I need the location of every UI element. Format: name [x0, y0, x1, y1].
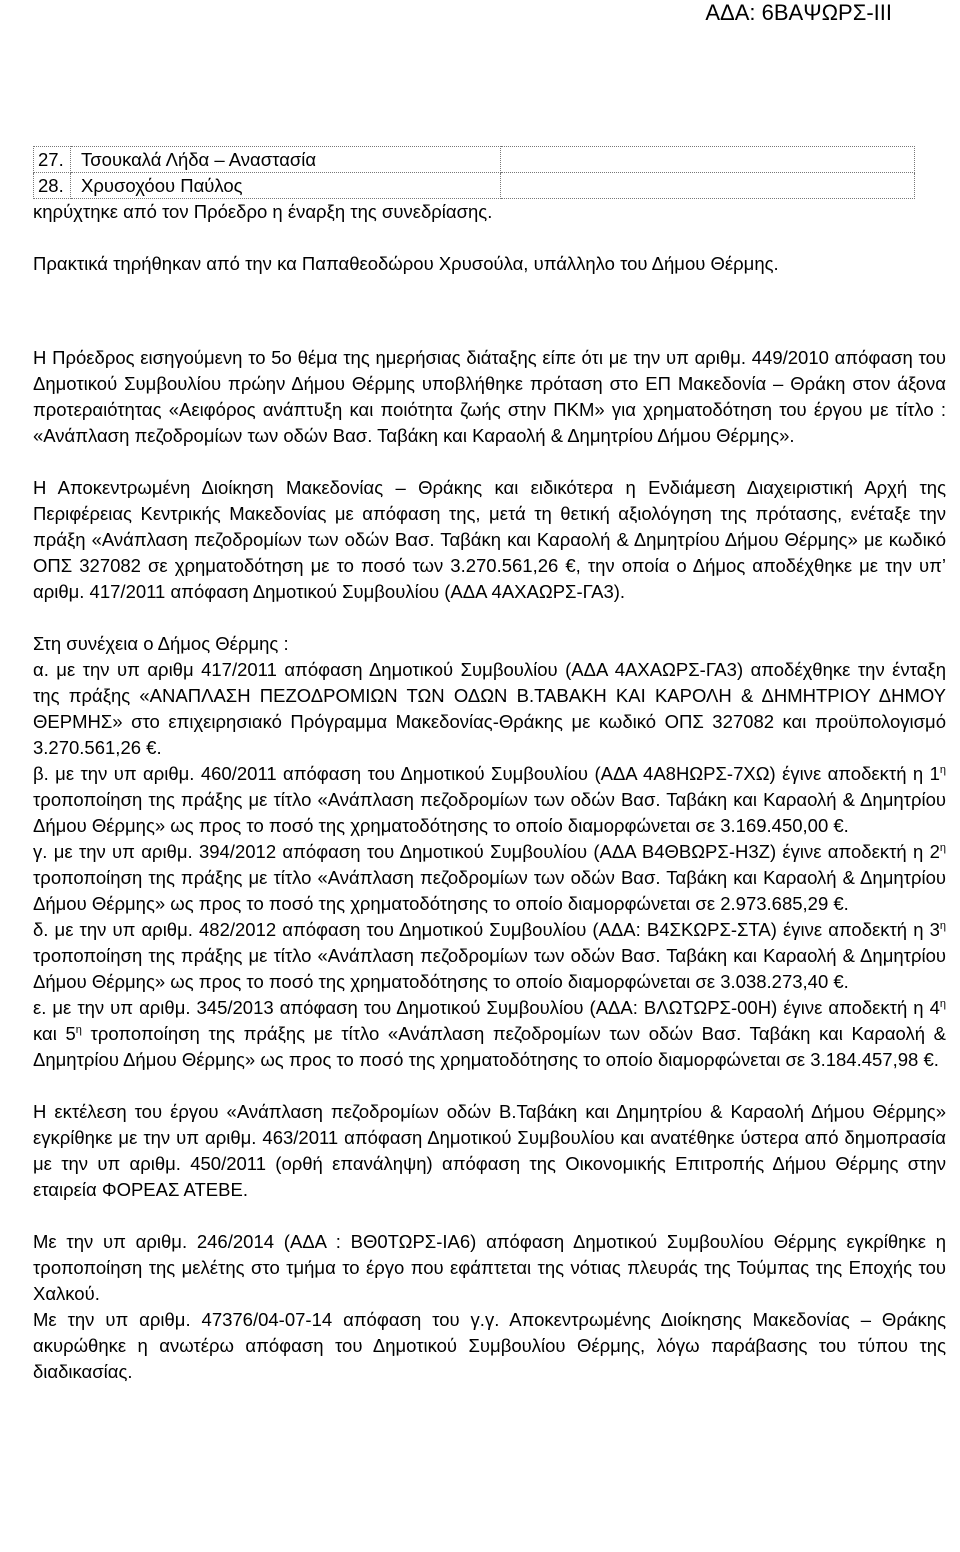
document-body: [33, 146, 946, 1385]
paragraph-execution: Η εκτέλεση του έργου «Ανάπλαση πεζοδρομίων οδών Β.Ταβάκη και Δημητρίου & Καραολή Δήμου Θέρμης» εγκρίθηκε με την υπ αριθμ. 463/2011 απόφαση Δημοτικού Συμβουλίου και ανατέθηκε ύστερα από δημοπρασία με την υπ αριθμ. 450/2011 (ορθή επανάληψη) απόφαση της Οικονομικής Επιτροπής Δήμου Θέρμης στην εταιρεία ΦΟΡΕΑΣ ΑΤΕΒΕ.: [33, 1101, 946, 1200]
minutes-line: Πρακτικά τηρήθηκαν από την κα Παπαθεοδώρου Χρυσούλα, υπάλληλο του Δήμου Θέρμης.: [33, 253, 779, 274]
item-c: γ. με την υπ αριθμ. 394/2012 απόφαση του Δημοτικού Συμβουλίου (ΑΔΑ Β4ΘΒΩΡΣ-Η3Ζ) έγινε αποδεκτή η $2^\eta$ τροποποίηση της πράξης με τίτλο «Ανάπλαση πεζοδρομίων των οδών Βασ. Ταβάκη και Καραολή & Δημητρίου Δήμου Θέρμης» ως προς το ποσό της χρηματοδότησης το οποίο διαμορφώνεται σε 2.973.685,29 €.: [33, 841, 946, 914]
item-e: ε. με την υπ αριθμ. 345/2013 απόφαση του Δημοτικού Συμβουλίου (ΑΔΑ: ΒΛΩΤΩΡΣ-00Η) έγινε αποδεκτή η $4^\eta$ και $5^\eta$ τροποποίηση της πράξης με τίτλο «Ανάπλαση πεζοδρομίων των οδών Βασ. Ταβάκη και Καραολή & Δημητρίου Δήμου Θέρμης» ως προς το ποσό της χρηματοδότησης το οποίο διαμορφώνεται σε 3.184.457,98 €.: [33, 997, 946, 1070]
item-d: δ. με την υπ αριθμ. 482/2012 απόφαση του Δημοτικού Συμβουλίου (ΑΔΑ: Β4ΣΚΩΡΣ-ΣΤΑ) έγινε αποδεκτή η $3^\eta$ τροποποίηση της πράξης με τίτλο «Ανάπλαση πεζοδρομίων των οδών Βασ. Ταβάκη και Καραολή & Δημητρίου Δήμου Θέρμης» ως προς το ποσό της χρηματοδότησης το οποίο διαμορφώνεται σε 3.038.273,40 €.: [33, 919, 946, 992]
member-name: Χρυσοχόου Παύλος: [71, 173, 501, 199]
paragraph-annulment: Με την υπ αριθμ. 47376/04-07-14 απόφαση του γ.γ. Αποκεντρωμένης Διοίκησης Μακεδονίας – Θράκης ακυρώθηκε η ανωτέρω απόφαση του Δημοτικού Συμβουλίου Θέρμης, λόγω παράβασης του τύπου της διαδικασίας.: [33, 1309, 946, 1382]
paragraph-modification: Με την υπ αριθμ. 246/2014 (ΑΔΑ : ΒΘ0ΤΩΡΣ-ΙΑ6) απόφαση Δημοτικού Συμβουλίου Θέρμης εγκρίθηκε η τροποποίηση της μελέτης στο τμήμα το έργο που εφάπτεται της νότιας πλευράς της Τούμπας της Εποχής του Χαλκού.: [33, 1231, 946, 1304]
item-a: α. με την υπ αριθμ 417/2011 απόφαση Δημοτικού Συμβουλίου (ΑΔΑ 4ΑΧΑΩΡΣ-ΓΑ3) αποδέχθηκε την ένταξη της πράξης «ΑΝΑΠΛΑΣΗ ΠΕΖΟΔΡΟΜΙΩΝ ΤΩΝ ΟΔΩΝ Β.ΤΑΒΑΚΗ ΚΑΙ ΚΑΡΟΛΗ & ΔΗΜΗΤΡΙΟΥ ΔΗΜΟΥ ΘΕΡΜΗΣ» στο επιχειρησιακό Πρόγραμμα Μακεδονίας-Θράκης με κωδικό ΟΠΣ 327082 και προϋπολογισμό 3.270.561,26 €.: [33, 659, 946, 758]
empty-cell: [501, 173, 915, 199]
paragraph-then: Στη συνέχεια ο Δήμος Θέρμης :: [33, 633, 289, 654]
member-number: 28.: [34, 173, 71, 199]
ada-code-header: ΑΔΑ: 6ΒΑΨΩΡΣ-ΙΙΙ: [705, 0, 892, 25]
paragraph-proposal: Η Πρόεδρος εισηγούμενη το 5ο θέμα της ημερήσιας διάταξης είπε ότι με την υπ αριθμ. 449/2010 απόφαση του Δημοτικού Συμβουλίου πρώην Δήμου Θέρμης υποβλήθηκε πρόταση στο ΕΠ Μακεδονία – Θράκη στον άξονα προτεραιότητας «Αειφόρος ανάπτυξη και ποιότητα ζωής στην ΠΚΜ» για χρηματοδότηση του έργου με τίτλο : «Ανάπλαση πεζοδρομίων των οδών Βασ. Ταβάκη και Καραολή & Δημητρίου Δήμου Θέρμης».: [33, 347, 946, 446]
item-b: β. με την υπ αριθμ. 460/2011 απόφαση του Δημοτικού Συμβουλίου (ΑΔΑ 4Α8ΗΩΡΣ-7ΧΩ) έγινε αποδεκτή η $1^\eta$ τροποποίηση της πράξης με τίτλο «Ανάπλαση πεζοδρομίων των οδών Βασ. Ταβάκη και Καραολή & Δημητρίου Δήμου Θέρμης» ως προς το ποσό της χρηματοδότησης το οποίο διαμορφώνεται σε 3.169.450,00 €.: [33, 763, 946, 836]
members-table: [33, 146, 915, 199]
member-number: 27.: [34, 147, 71, 173]
empty-cell: [501, 147, 915, 173]
table-row: [34, 147, 915, 173]
table-row: [34, 173, 915, 199]
member-name: Τσουκαλά Λήδα – Αναστασία: [71, 147, 501, 173]
opening-line: κηρύχτηκε από τον Πρόεδρο η έναρξη της συνεδρίασης.: [33, 201, 493, 222]
paragraph-inclusion: Η Αποκεντρωμένη Διοίκηση Μακεδονίας – Θράκης και ειδικότερα η Ενδιάμεση Διαχειριστική Αρχή της Περιφέρειας Κεντρικής Μακεδονίας με απόφαση της, μετά τη θετική αξιολόγηση της πρότασης, ενέταξε την πράξη «Ανάπλαση πεζοδρομίων των οδών Βασ. Ταβάκη και Καραολή & Δημητρίου Δήμου Θέρμης» με κωδικό ΟΠΣ 327082 σε χρηματοδότηση με το ποσό των 3.270.561,26 €, την οποία ο Δήμος αποδέχθηκε με την υπ’ αριθμ. 417/2011 απόφαση Δημοτικού Συμβουλίου (ΑΔΑ 4ΑΧΑΩΡΣ-ΓΑ3).: [33, 477, 946, 602]
